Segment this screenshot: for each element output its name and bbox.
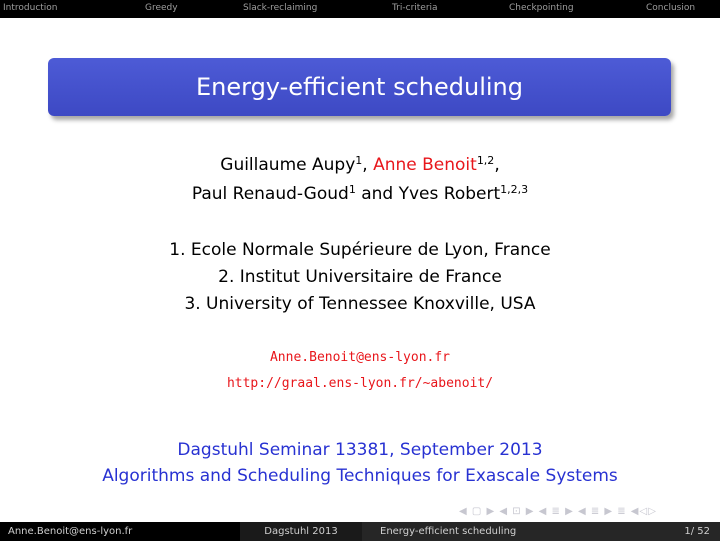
title-box (48, 58, 671, 116)
event-line-2: Algorithms and Scheduling Techniques for Exascale Systems (102, 466, 618, 486)
institution-2: 2. Institut Universitaire de France (218, 267, 502, 287)
footer-author: Anne.Benoit@ens-lyon.fr (8, 526, 133, 537)
nav-checkpointing[interactable]: Checkpointing (509, 3, 574, 13)
author-and: and (361, 184, 394, 204)
author-separator: , (362, 155, 368, 175)
nav-tri-criteria[interactable]: Tri-criteria (392, 3, 438, 13)
author-robert: Yves Robert (398, 184, 501, 204)
nav-slack-reclaiming[interactable]: Slack-reclaiming (243, 3, 318, 13)
email-link[interactable]: Anne.Benoit@ens-lyon.fr (269, 350, 450, 365)
institution-3: 3. University of Tennessee Knoxville, USA (184, 294, 536, 314)
author-aupy-affiliation: 1 (355, 153, 363, 167)
author-aupy: Guillaume Aupy (220, 155, 356, 175)
author-benoit-affiliation: 1,2 (476, 153, 495, 167)
beamer-navigation-controls[interactable]: ◀ ▢ ▶ ◀ ⊡ ▶ ◀ ≣ ▶ ◀ ≣ ▶ ≣ ◀◁▷ (459, 506, 657, 517)
footer-bar (0, 522, 720, 541)
author-benoit: Anne Benoit (373, 155, 477, 175)
institution-1: 1. Ecole Normale Supérieure de Lyon, France (169, 240, 551, 260)
author-renaud-goud: Paul Renaud-Goud (191, 184, 349, 204)
footer-page-number: 1/ 52 (684, 526, 710, 537)
top-navigation-bar (0, 0, 720, 18)
footer-title: Energy-efficient scheduling (380, 526, 517, 537)
author-separator: , (494, 155, 500, 175)
footer-right-panel (362, 522, 720, 541)
nav-introduction[interactable]: Introduction (3, 3, 58, 13)
homepage-link[interactable]: http://graal.ens-lyon.fr/~abenoit/ (226, 376, 494, 391)
footer-event: Dagstuhl 2013 (240, 522, 362, 541)
authors-line-2 (0, 184, 720, 204)
event-line-1: Dagstuhl Seminar 13381, September 2013 (177, 440, 543, 460)
author-robert-affiliation: 1,2,3 (500, 182, 529, 196)
nav-greedy[interactable]: Greedy (145, 3, 178, 13)
nav-conclusion[interactable]: Conclusion (646, 3, 696, 13)
slide-title: Energy-efficient scheduling (195, 73, 523, 101)
authors-line-1 (0, 155, 720, 175)
author-renaud-goud-affiliation: 1 (348, 182, 356, 196)
